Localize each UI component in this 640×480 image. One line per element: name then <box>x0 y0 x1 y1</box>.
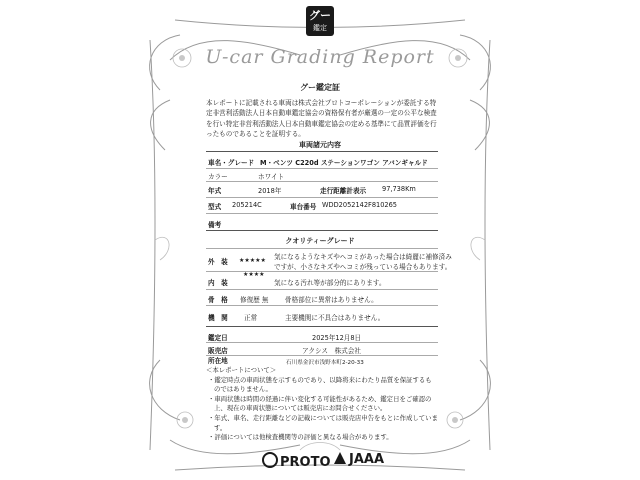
jaaa-brand-text: JAAA <box>349 452 385 467</box>
color-value: ホワイト <box>258 173 285 181</box>
interior-label: 内 装 <box>208 279 228 287</box>
shop-label: 販売店 <box>208 347 228 355</box>
grade-label: 車名・グレード <box>208 159 255 167</box>
appraisal-date-label: 鑑定日 <box>208 334 228 342</box>
note-item: ・評価については他検査機関等の評価と異なる場合があります。 <box>208 433 393 442</box>
mileage-label: 走行距離計表示 <box>320 187 367 195</box>
exterior-label: 外 装 <box>208 258 228 266</box>
mileage-value: 97,738Km <box>382 185 416 193</box>
color-label: カラー <box>208 173 228 181</box>
chassis-label: 車台番号 <box>290 203 317 211</box>
shop-value: アクシス 株式会社 <box>302 347 361 355</box>
divider <box>206 289 438 290</box>
note-item: ・車両状態は時間の経過に伴い変化する可能性があるため、鑑定日をご確認の上、現在の車両状態については販売店にお問合せください。 <box>208 394 432 413</box>
divider <box>206 230 438 231</box>
divider <box>206 326 438 327</box>
report-notes <box>206 366 438 443</box>
exterior-text-line1: 気になるようなキズやヘコミがあった場合は綺麗に補修済み <box>274 253 452 261</box>
jaaa-logo <box>334 452 384 467</box>
divider <box>206 151 438 152</box>
divider <box>206 248 438 249</box>
year-label: 年式 <box>208 187 222 195</box>
proto-brand-text: PROTO <box>280 455 331 470</box>
interior-text: 気になる汚れ等が部分的にあります。 <box>274 279 386 287</box>
year-value: 2018年 <box>258 187 282 195</box>
divider <box>206 181 438 182</box>
engine-status: 正常 <box>244 314 258 322</box>
frame-text: 骨格部位に異常はありません。 <box>285 296 378 304</box>
engine-label: 機 関 <box>208 314 228 322</box>
goo-appraisal-logo <box>306 6 334 36</box>
quality-section-title: クオリティーグレード <box>285 237 355 245</box>
appraisal-date-value: 2025年12月8日 <box>312 334 362 342</box>
exterior-stars: ★★★★★ <box>239 257 266 264</box>
logo-line2: 鑑定 <box>313 24 327 32</box>
proto-mark-icon <box>262 452 278 468</box>
grade-value: M・ベンツ C220d ステーションワゴン アバンギャルド <box>260 159 428 167</box>
intro-text: 本レポートに記載される車両は株式会社プロトコーポレーションが委託する特定非営利活動法人日本自動車鑑定協会の資格保有者が厳選の一定の公平な検査を行い特定非営利活動法人日本自動車鑑定協会の定める基準にて品質評価を行ったものであることを証明する。 <box>206 99 437 138</box>
notes-heading: ＜本レポートについて＞ <box>206 366 277 374</box>
divider <box>206 305 438 306</box>
engine-text: 主要機関に不具合はありません。 <box>285 314 385 322</box>
divider <box>206 213 438 214</box>
note-item: ・年式、車名、走行距離などの記載については販売店申告をもとに作成しています。 <box>208 413 438 432</box>
frame-status: 修復歴 無 <box>240 296 269 304</box>
model-value: 205214C <box>232 201 262 209</box>
divider <box>206 168 438 169</box>
proto-logo <box>262 452 331 470</box>
report-title: U-car Grading Report <box>205 46 435 68</box>
logo-line1: グー <box>309 9 331 22</box>
vehicle-section-title: 車両諸元内容 <box>299 141 341 149</box>
jaaa-mark-icon <box>334 452 346 464</box>
divider <box>206 197 438 198</box>
divider <box>206 271 438 272</box>
model-label: 型式 <box>208 203 222 211</box>
divider <box>206 355 438 356</box>
address-value: 石川県金沢市浅野本町2-20-33 <box>286 360 364 366</box>
note-item: ・鑑定時点の車両状態を示すものであり、以降将来にわたり品質を保証するものではありません。 <box>208 375 432 394</box>
exterior-text-line2: ですが、小さなキズやヘコミが残っている場合もあります。 <box>274 263 452 271</box>
remarks-label: 備考 <box>208 221 222 229</box>
interior-stars: ★★★★ <box>243 271 265 278</box>
chassis-value: WDD2052142F810265 <box>322 201 398 209</box>
frame-label: 骨 格 <box>208 296 228 304</box>
address-label: 所在地 <box>208 357 228 365</box>
divider <box>206 342 438 343</box>
cert-title: グー鑑定証 <box>300 83 340 92</box>
